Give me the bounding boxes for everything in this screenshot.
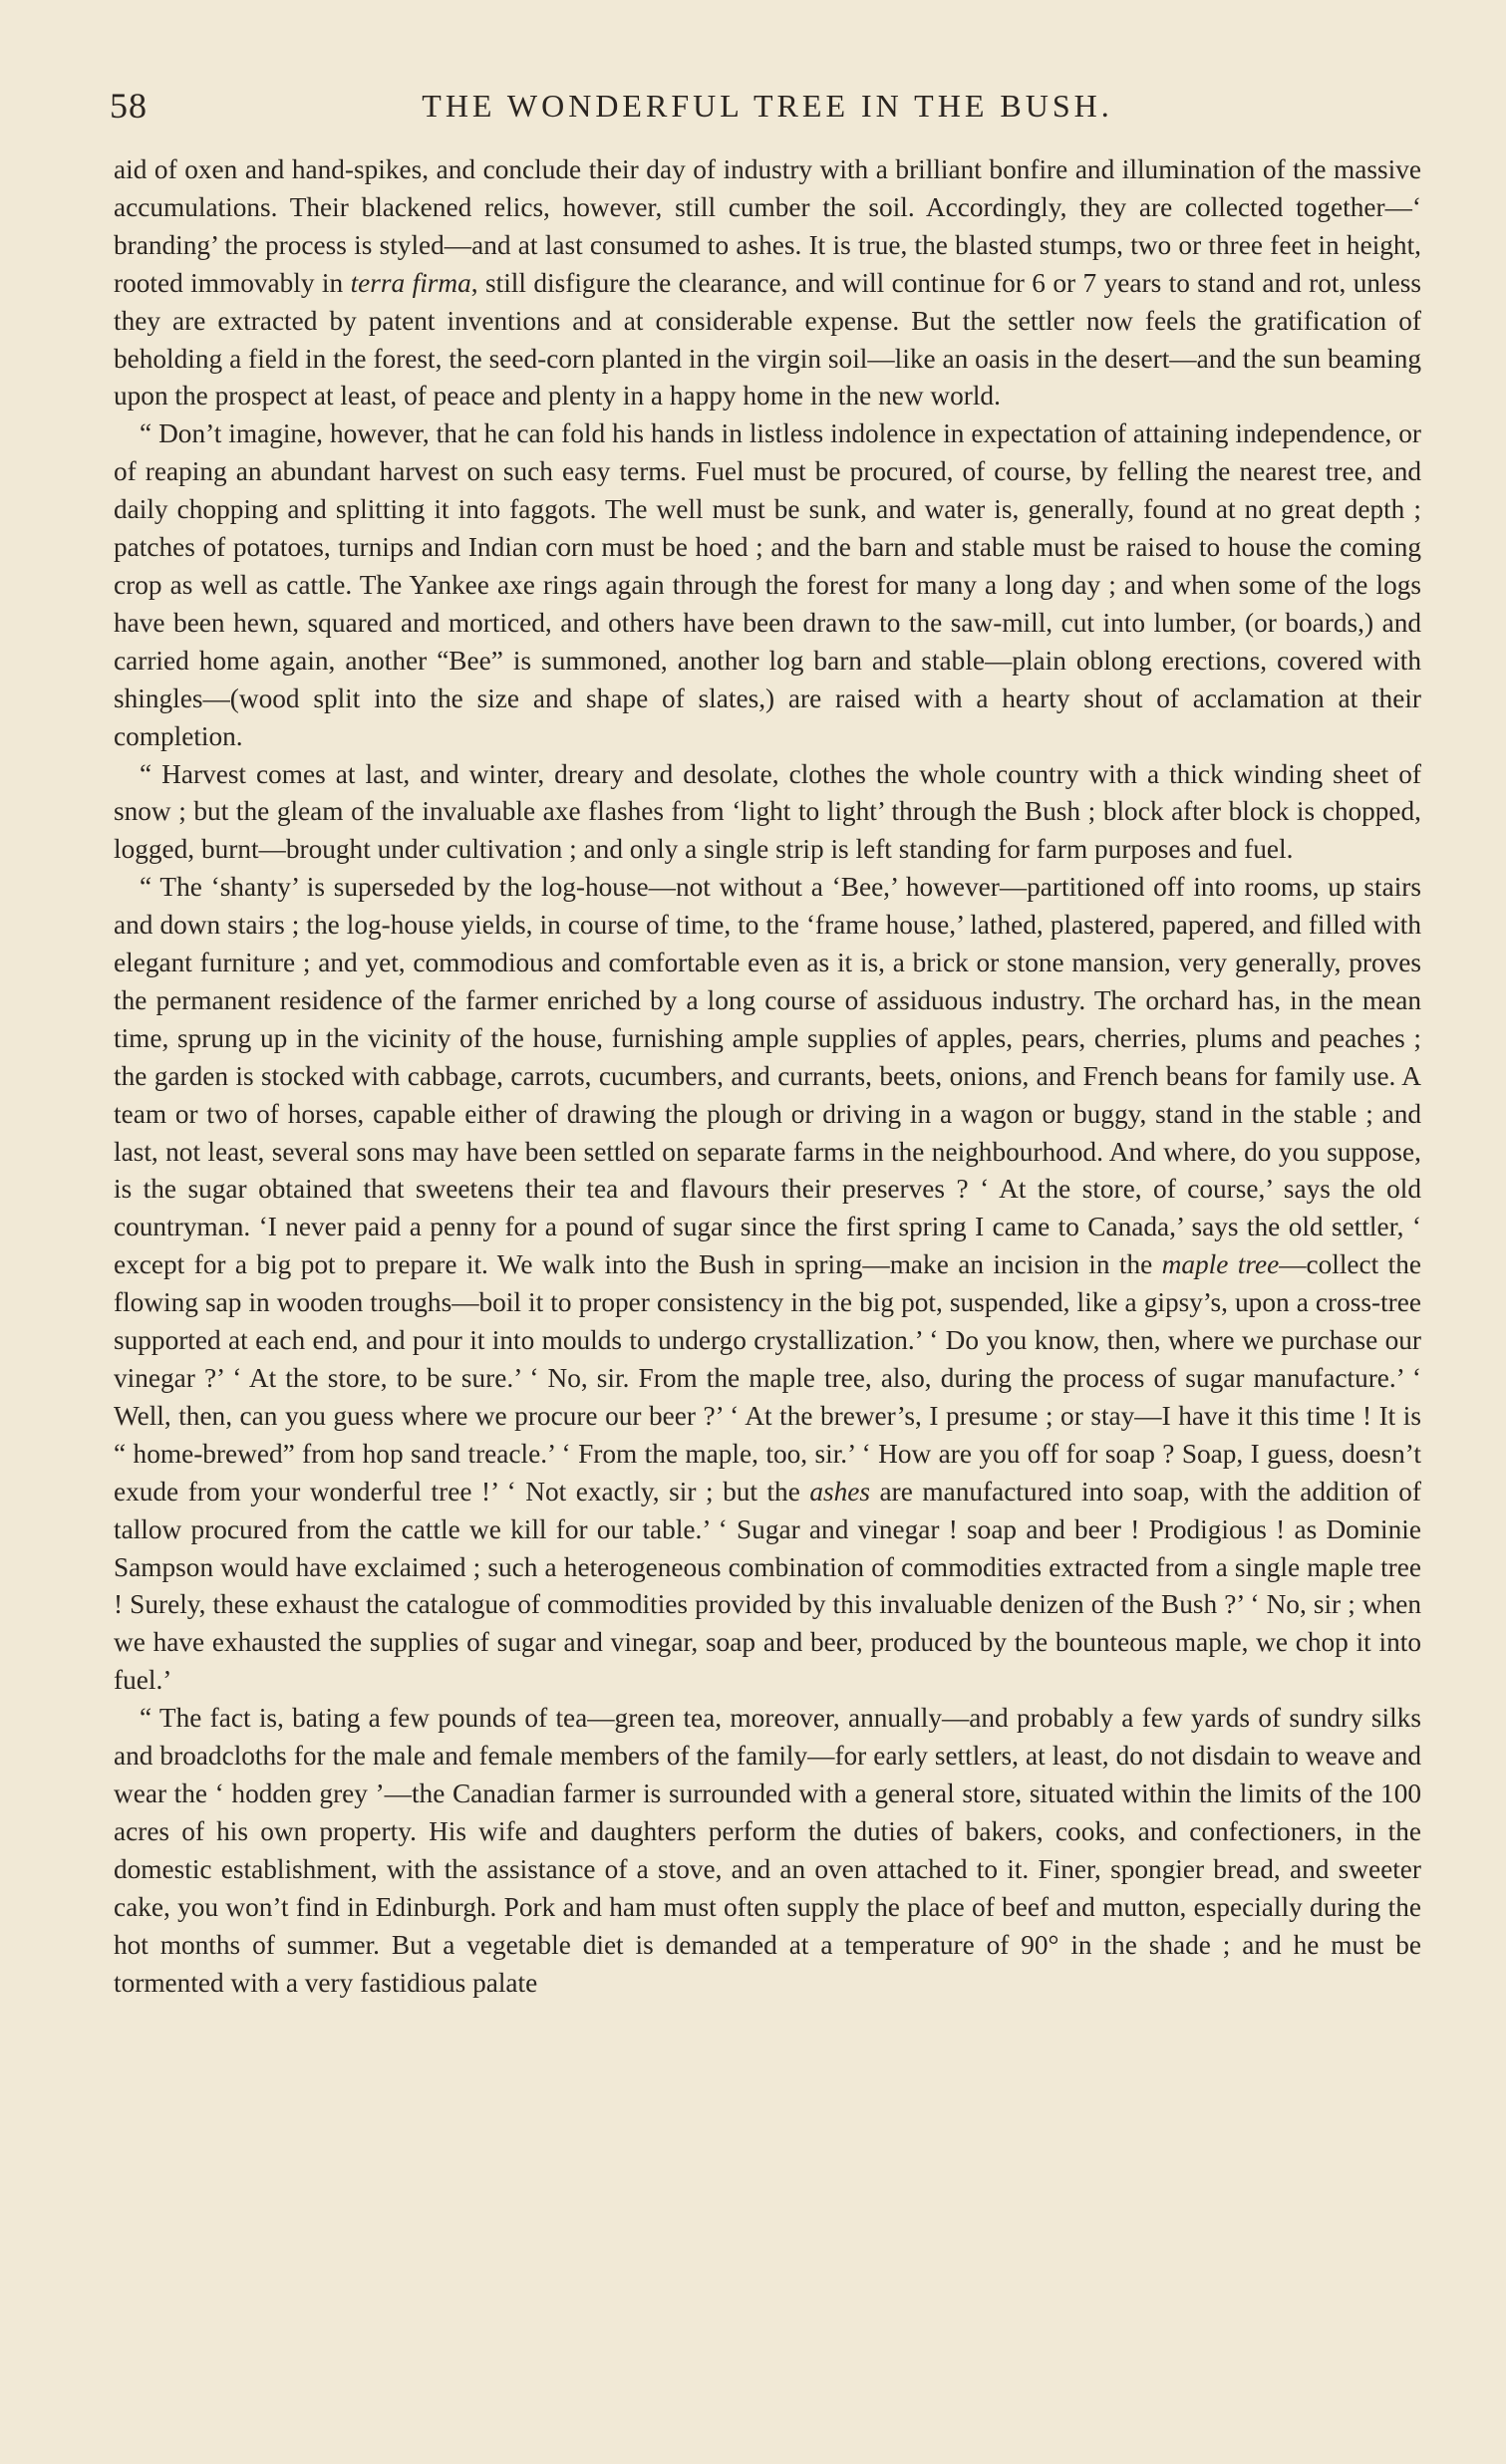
running-title: THE WONDERFUL TREE IN THE BUSH. <box>422 88 1113 124</box>
paragraph-shanty-to-mansion <box>114 869 1421 1700</box>
text-run: “ Don’t imagine, however, that he can fold his hands in listless indolence in expectation of attaining independence, or of reaping an abundant harvest on such easy terms. Fuel must be procured, of course, by felling the nearest tree, and daily chopping and splitting it into faggots. The well must be sunk, and water is, generally, found at no great depth ; patches of potatoes, turnips and Indian corn must be hoed ; and the barn and stable must be raised to house the coming crop as well as cattle. The Yankee axe rings again through the forest for many a long day ; and when some of the logs have been hewn, squared and morticed, and others have been drawn to the saw-mill, cut into lumber, (or boards,) and carried home again, another “Bee” is summoned, another log barn and stable—plain oblong erections, covered with shingles—(wood split into the size and shape of slates,) are raised with a hearty shout of acclamation at their completion. <box>114 418 1421 751</box>
italic-word-ashes: ashes <box>809 1476 871 1506</box>
text-run: “ The ‘shanty’ is superseded by the log-house—not without a ‘Bee,’ however—partitioned off into rooms, up stairs and down stairs ; the log-house yields, in course of time, to the ‘frame house,’ lathed, plastered, papered, and filled with elegant furniture ; and yet, commodious and comfortable even as it is, a brick or stone mansion, very generally, proves the permanent residence of the farmer enriched by a long course of assiduous industry. The orchard has, in the mean time, sprung up in the vicinity of the house, furnishing ample supplies of apples, pears, cherries, plums and peaches ; the garden is stocked with cabbage, carrots, cucumbers, and currants, beets, onions, and French beans for family use. A team or two of horses, capable either of drawing the plough or driving in a wagon or buggy, stand in the stable ; and last, not least, several sons may have been settled on separate farms in the neighbourhood. And where, do you suppose, is the sugar obtained that sweetens their tea and flavours their preserves ? ‘ At the store, of course,’ says the old countryman. ‘I never paid a penny for a pound of sugar since the first spring I came to Canada,’ says the old settler, ‘ except for a big pot to prepare it. We walk into the Bush in spring—make an incision in the <box>114 872 1421 1280</box>
paragraph-general-store <box>114 1700 1421 2002</box>
text-run: —collect the flowing sap in wooden troughs—boil it to proper consistency in the big pot, suspended, like a gipsy’s, upon a cross-tree supported at each end, and pour it into moulds to undergo crystallization.’ ‘ Do you know, then, where we purchase our vinegar ?’ ‘ At the store, to be sure.’ ‘ No, sir. From the maple tree, also, during the process of sugar manufacture.’ ‘ Well, then, can you guess where we procure our beer ?’ ‘ At the brewer’s, I presume ; or stay—I have it this time ! It is “ home-brewed” from hop sand treacle.’ ‘ From the maple, too, sir.’ ‘ How are you off for soap ? Soap, I guess, doesn’t exude from your wonderful tree !’ ‘ Not exactly, sir ; but the <box>114 1249 1421 1506</box>
paragraph-continuation <box>114 151 1421 415</box>
text-run: aid of oxen and hand-spikes, and conclude their day of industry with a brilliant bonfire and illumination of the massive accumulations. Their blackened relics, however, still cumber the soil. Accordingly, they are collected together—‘ branding’ the process is styled—and at last consumed to ashes. It is true, the blasted stumps, two or three feet in height, rooted immovably in <box>114 154 1421 298</box>
text-run: are manufactured into soap, with the addition of tallow procured from the cattle we kill for our table.’ ‘ Sugar and vinegar ! soap and beer ! Prodigious ! as Dominie Sampson would have exclaimed ; such a heterogeneous combination of commodities extracted from a single maple tree ! Surely, these exhaust the catalogue of commodities provided by this invaluable denizen of the Bush ?’ ‘ No, sir ; when we have exhausted the supplies of sugar and vinegar, soap and beer, produced by the bounteous maple, we chop it into fuel.’ <box>114 1476 1421 1696</box>
italic-phrase-maple-tree: maple tree <box>1161 1249 1280 1280</box>
body-text <box>114 151 1421 2002</box>
text-run: “ Harvest comes at last, and winter, dreary and desolate, clothes the whole country with a thick winding sheet of snow ; but the gleam of the invaluable axe flashes from ‘light to light’ through the Bush ; block after block is chopped, logged, burnt—brought under cultivation ; and only a single strip is left standing for farm purposes and fuel. <box>114 758 1421 865</box>
text-run: , still disfigure the clearance, and will continue for 6 or 7 years to stand and rot, unless they are extracted by patent inventions and at considerable expense. But the settler now feels the gratification of beholding a field in the forest, the seed-corn planted in the virgin soil—like an oasis in the desert—and the sun beaming upon the prospect at least, of peace and plenty in a happy home in the new world. <box>114 267 1421 411</box>
paragraph-harvest <box>114 756 1421 870</box>
italic-phrase-terra-firma: terra firma <box>350 267 471 298</box>
text-run: “ The fact is, bating a few pounds of tea—green tea, moreover, annually—and probably a few yards of sundry silks and broadcloths for the male and female members of the family—for early settlers, at least, do not disdain to weave and wear the ‘ hodden grey ’—the Canadian farmer is surrounded with a general store, situated within the limits of the 100 acres of his own property. His wife and daughters perform the duties of bakers, cooks, and confectioners, in the domestic establishment, with the assistance of a stove, and an oven attached to it. Finer, spongier bread, and sweeter cake, you won’t find in Edinburgh. Pork and ham must often supply the place of beef and mutton, especially during the hot months of summer. But a vegetable diet is demanded at a temperature of 90° in the shade ; and he must be tormented with a very fastidious palate <box>114 1703 1421 1998</box>
running-head <box>110 78 1425 134</box>
paragraph-fuel-and-barn <box>114 415 1421 755</box>
page-number: 58 <box>110 86 148 126</box>
